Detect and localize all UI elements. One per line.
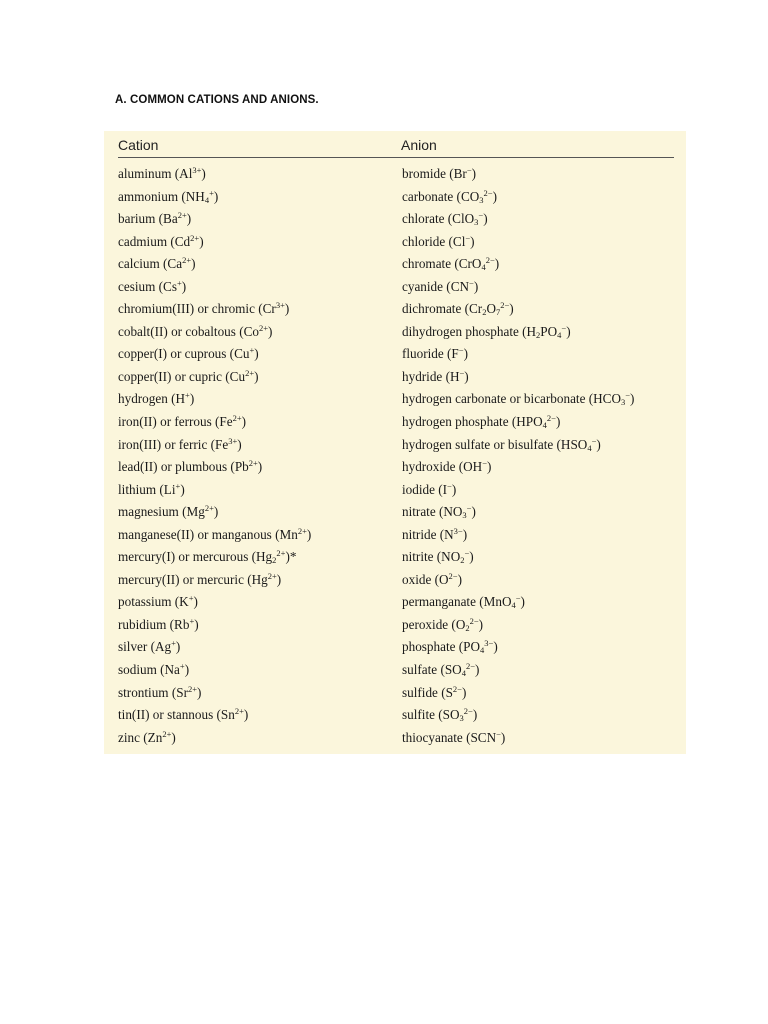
ion-charge: 3− [453,525,463,536]
ion-text: tin(II) or stannous (Sn [118,707,235,723]
anion-row [402,231,634,254]
ion-text: hydrogen sulfate or bisulfate (HSO [402,436,588,452]
ion-text: rubidium (Rb [118,616,190,632]
anion-row [402,569,634,592]
ion-text: ) [475,662,480,678]
ion-text: ) [181,278,187,294]
ion-text: chromium(III) or chromic (Cr [118,301,276,317]
ion-subscript: 3 [474,217,479,228]
ion-text: ) [470,233,475,249]
ion-text: bromide (Br [402,166,467,181]
ion-charge: + [209,187,214,198]
ion-text: ) [472,707,478,723]
ion-charge: 2+ [177,210,187,221]
ion-charge: 2+ [204,503,214,514]
cation-row [118,591,311,614]
ion-subscript: 7 [495,307,501,318]
anion-row [402,501,634,524]
ion-charge: 3+ [228,435,238,446]
ion-subscript: 2 [465,622,470,633]
cation-row [118,321,311,344]
ion-text: sodium (Na [118,662,180,678]
cation-row [118,276,311,299]
anion-row [402,321,634,344]
anion-row [402,636,634,659]
ion-table [104,131,686,754]
anion-row [402,479,634,502]
ion-charge: − [465,232,471,243]
cation-row [118,569,311,592]
ion-charge: 2+ [234,706,244,717]
ion-text: ) [306,526,312,542]
ion-text: ) [241,414,247,430]
ion-text: peroxide (O [402,616,466,632]
ion-charge: 2− [546,413,556,424]
ion-text: ) [189,391,195,407]
anion-row [402,298,634,321]
ion-text: calcium (Ca [118,256,183,272]
ion-charge: − [469,277,474,288]
ion-charge: 2− [500,300,510,311]
ion-charge: 2+ [259,322,269,333]
cation-row [118,727,311,750]
ion-text: manganese(II) or manganous (Mn [118,526,298,542]
ion-text: oxide (O [402,571,449,587]
ion-charge: + [175,480,181,491]
ion-text: ) [171,729,176,745]
ion-text: ) [462,526,468,542]
ion-text: zinc (Zn [118,729,163,745]
ion-text: ) [184,662,190,678]
ion-text: ) [194,616,199,632]
ion-text: ) [469,549,474,565]
ion-text: ) [483,211,488,227]
ion-charge: + [249,345,255,356]
ion-text: hydrogen (H [118,391,186,407]
ion-text: ) [596,436,601,452]
ion-charge: − [496,728,501,739]
anion-row [402,163,634,186]
ion-subscript: 3 [462,510,467,521]
ion-text: cesium (Cs [118,278,177,294]
anion-row [402,186,634,209]
cation-row [118,659,311,682]
cation-row [118,636,311,659]
header-divider [118,157,674,158]
ion-charge: − [447,480,452,491]
cation-row [118,456,311,479]
ion-text: hydride (H [402,368,460,384]
ion-subscript: 4 [204,194,210,205]
ion-charge: 2− [465,661,475,672]
ion-text: ) [284,301,290,317]
ion-text: dichromate (Cr [402,301,483,317]
cation-row [118,366,311,389]
ion-text: copper(II) or cupric (Cu [118,368,246,384]
ion-charge: + [179,661,185,672]
ion-charge: + [185,390,190,401]
cation-row [118,163,311,186]
ion-text: mercury(II) or mercuric (Hg [118,571,268,587]
ion-text: ) [471,504,476,520]
ion-text: ) [276,571,282,587]
ion-subscript: 4 [587,442,592,453]
anion-row [402,659,634,682]
ion-subscript: 2 [272,555,277,566]
cation-row [118,614,311,637]
ion-text: nitride (N [402,526,454,542]
ion-charge: − [515,593,521,604]
ion-charge: 2− [469,615,479,626]
ion-charge: 2− [463,706,473,717]
ion-text: permanganate (MnO [402,594,512,610]
ion-charge: 2+ [248,458,258,469]
anion-row [402,614,634,637]
ion-charge: 3− [484,638,494,649]
cation-column-header: Cation [118,137,159,153]
ion-text: hydrogen phosphate (HPO [402,414,543,430]
ion-text: sulfide (S [402,684,453,700]
ion-charge: − [459,367,465,378]
ion-charge: 2+ [182,255,192,266]
ion-text: ) [254,368,259,384]
ion-text: magnesium (Mg [118,504,205,520]
ion-text: ) [500,729,506,745]
cation-row [118,388,311,411]
cation-row [118,411,311,434]
anion-row [402,388,634,411]
ion-text: ) [243,707,249,723]
ion-subscript: 4 [480,645,485,656]
ion-text: iron(III) or ferric (Fe [118,436,229,452]
anion-row [402,411,634,434]
ion-charge: + [171,638,176,649]
ion-text: ) [254,346,259,362]
ion-charge: − [466,503,472,514]
ion-charge: 2+ [190,232,200,243]
ion-text: nitrate (NO [402,504,463,520]
ion-text: sulfite (SO [402,707,460,723]
ion-charge: − [591,435,597,446]
ion-text: hydrogen carbonate or bicarbonate (HCO [402,391,621,407]
cation-row [118,298,311,321]
ion-charge: − [625,390,631,401]
cation-row [118,524,311,547]
ion-text: lead(II) or plumbous (Pb [118,459,249,475]
ion-subscript: 4 [542,420,547,431]
ion-subscript: 4 [461,668,466,679]
ion-text: ) [191,256,196,272]
ion-text: ) [492,188,497,204]
cation-row [118,253,311,276]
ion-charge: 2− [483,187,493,198]
ion-charge: + [176,277,182,288]
cation-list [118,163,311,749]
ion-text: ) [451,481,457,497]
ion-text: ) [464,368,469,384]
cation-row [118,479,311,502]
ion-subscript: 2 [536,329,541,340]
ion-text: barium (Ba [118,211,178,227]
ion-text: mercury(I) or mercurous (Hg [118,549,273,565]
cation-row [118,704,311,727]
ion-charge: 2− [448,570,458,581]
ion-charge: − [458,345,464,356]
ion-charge: 2+ [267,570,277,581]
ion-text: ) [457,571,462,587]
ion-text: ) [193,594,198,610]
cation-row [118,546,311,569]
ion-text: iron(II) or ferrous (Fe [118,414,233,430]
ion-subscript: 3 [620,397,626,408]
ion-text: ) [201,166,206,181]
ion-charge: 2− [485,255,495,266]
anion-row [402,343,634,366]
anion-row [402,456,634,479]
ion-charge: 2+ [162,728,172,739]
ion-text: phosphate (PO [402,639,481,655]
ion-charge: + [188,593,194,604]
ion-charge: 2+ [245,367,255,378]
ion-charge: 2− [452,683,462,694]
anion-row [402,727,634,750]
cation-row [118,208,311,231]
ion-text: ) [197,684,202,700]
ion-charge: − [561,322,567,333]
cation-row [118,186,311,209]
ion-text: fluoride (F [402,346,459,362]
ion-text: dihydrogen phosphate (H [402,323,537,339]
ion-text: chlorate (ClO [402,211,475,227]
ion-text: ) [213,188,219,204]
ion-subscript: 2 [460,555,465,566]
ion-text: PO [540,323,558,339]
ion-subscript: 4 [481,262,486,273]
ion-text: aluminum (Al [118,166,193,181]
ion-text: silver (Ag [118,639,172,655]
ion-text: ) [630,391,635,407]
ion-text: ) [199,233,204,249]
ion-text: strontium (Sr [118,684,188,700]
ion-subscript: 3 [479,194,484,205]
ion-text: ) [473,278,479,294]
anion-column-header: Anion [401,137,437,153]
anion-row [402,208,634,231]
anion-row [402,253,634,276]
ion-text: ) [237,436,242,452]
ion-charge: 2+ [232,413,242,424]
ion-text: cadmium (Cd [118,233,191,249]
ion-text: ) [463,346,468,362]
ion-charge: + [189,615,195,626]
ion-text: ) [213,504,219,520]
ion-subscript: 4 [511,600,516,611]
ion-text: ammonium (NH [118,188,205,204]
ion-charge: 3+ [275,300,285,311]
ion-text: ) [487,459,492,475]
anion-row [402,524,634,547]
ion-text: ) [509,301,514,317]
cation-row [118,231,311,254]
ion-text: ) [520,594,525,610]
cation-row [118,343,311,366]
ion-charge: 3+ [192,165,202,175]
anion-row [402,276,634,299]
anion-row [402,434,634,457]
ion-text: cyanide (CN [402,278,470,294]
section-heading: A. COMMON CATIONS AND ANIONS. [115,94,319,106]
anion-row [402,591,634,614]
cation-row [118,434,311,457]
ion-text: ) [494,256,500,272]
ion-text: carbonate (CO [402,188,480,204]
ion-subscript: 3 [459,713,464,724]
ion-charge: − [464,548,470,559]
ion-text: ) [566,323,571,339]
ion-text: ) [268,323,273,339]
ion-text: sulfate (SO [402,662,462,678]
ion-charge: − [466,165,472,175]
ion-text: ) [180,481,185,497]
ion-text: potassium (K [118,594,189,610]
ion-text: iodide (I [402,481,448,497]
cation-row [118,501,311,524]
anion-list [402,163,634,749]
ion-text: hydroxide (OH [402,459,483,475]
ion-text: cobalt(II) or cobaltous (Co [118,323,259,339]
ion-text: O [486,301,496,317]
ion-text: thiocyanate (SCN [402,729,497,745]
ion-text: ) [478,616,484,632]
ion-text: ) [175,639,181,655]
ion-text: )* [285,549,297,565]
ion-text: ) [257,459,263,475]
ion-text: copper(I) or cuprous (Cu [118,346,250,362]
ion-text: chloride (Cl [402,233,466,249]
anion-row [402,704,634,727]
ion-charge: 2+ [297,525,307,536]
ion-text: lithium (Li [118,481,176,497]
ion-text: ) [493,639,498,655]
ion-charge: − [482,458,488,469]
ion-text: chromate (CrO [402,256,482,272]
ion-text: ) [461,684,467,700]
anion-row [402,366,634,389]
ion-charge: 2+ [187,683,198,694]
cation-row [118,682,311,705]
ion-charge: − [478,210,484,221]
ion-subscript: 4 [557,329,562,340]
ion-charge: 2+ [276,548,286,559]
ion-text: nitrite (NO [402,549,461,565]
ion-text: ) [555,414,561,430]
ion-subscript: 2 [482,307,487,318]
anion-row [402,682,634,705]
ion-text: ) [186,211,192,227]
anion-row [402,546,634,569]
ion-text: ) [471,166,477,181]
